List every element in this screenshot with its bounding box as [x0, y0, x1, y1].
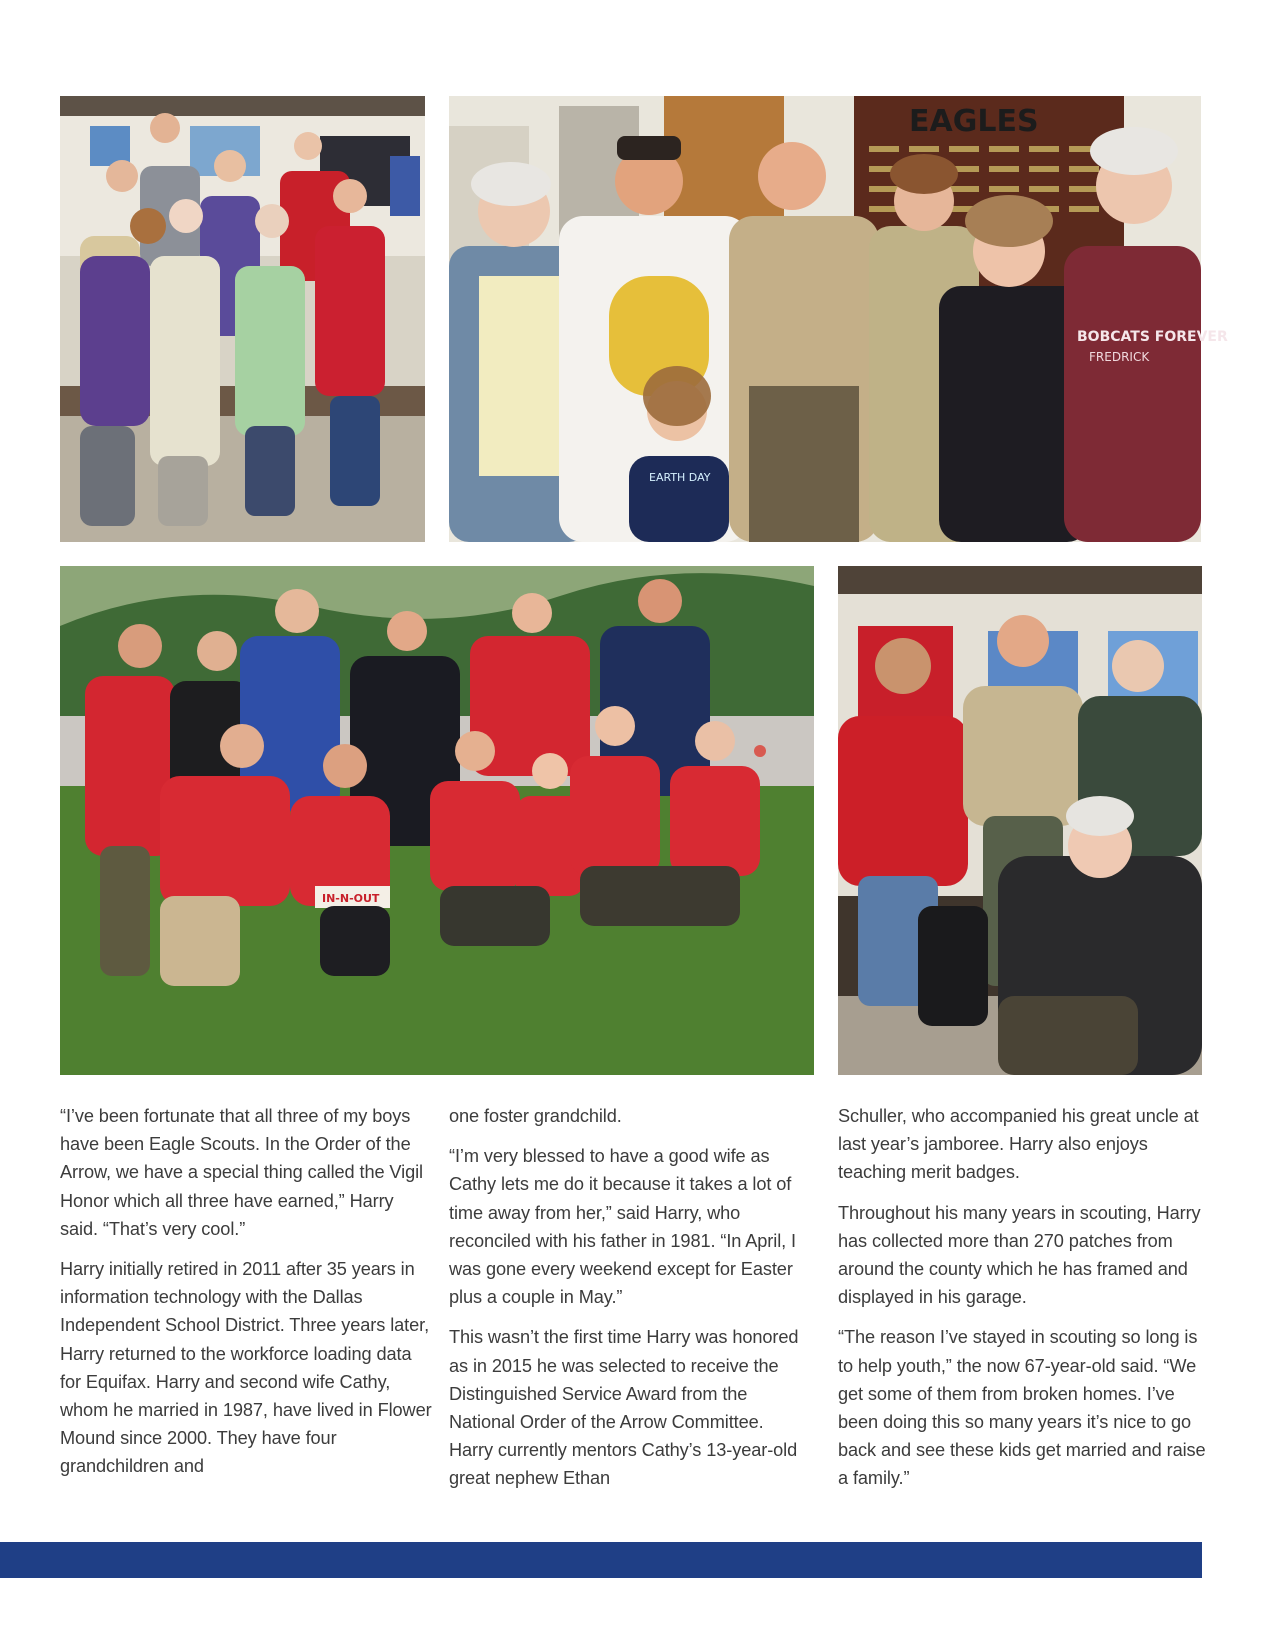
article-paragraph: Throughout his many years in scouting, Harry has collected more than 270 patches from around the county which he has framed and displayed in his garage.: [838, 1202, 1201, 1308]
family-group-image: [60, 96, 425, 542]
article-paragraph: “I’m very blessed to have a good wife as Cathy lets me do it because it takes a lot of time away from her,” said Harry, who reconciled with his father in 1981. “In April, I was gone every weekend except for Easter plus a couple in May.”: [449, 1146, 797, 1308]
shirt-subtext: FREDRICK: [1089, 350, 1150, 364]
family-group-photo: [60, 96, 425, 542]
veterans-group-photo: [838, 566, 1202, 1075]
eagles-sign-text: EAGLES: [909, 104, 1039, 139]
article-paragraph: Schuller, who accompanied his great uncle at last year’s jamboree. Harry also enjoys teaching merit badges.: [838, 1106, 1199, 1183]
jamboree-group-photo: [60, 566, 814, 1075]
article-paragraph: “The reason I’ve stayed in scouting so long is to help youth,” the now 67-year-old said. “We get some of them from broken homes. I’ve been doing this so many years it’s nice to go back and see these kids get married and raise a family.”: [838, 1327, 1206, 1489]
article-column-2: [449, 1102, 811, 1505]
footer-color-band: [0, 1542, 1202, 1578]
article-paragraph: Harry initially retired in 2011 after 35 years in information technology with the Dallas Independent School District. Three years later, Harry returned to the workforce loading data for Equifax. Harry and second wife Cathy, whom he married in 1987, have lived in Flower Mound since 2000. They have four grandchildren and: [60, 1259, 432, 1477]
article-paragraph: “I’ve been fortunate that all three of my boys have been Eagle Scouts. In the Order of the Arrow, we have a special thing called the Vigil Honor which all three have earned,” Harry said. “That’s very cool.”: [60, 1106, 423, 1239]
article-paragraph: This wasn’t the first time Harry was honored as in 2015 he was selected to receive the Distinguished Service Award from the National Order of the Arrow Committee. Harry currently mentors Cathy’s 13-year-old great nephew Ethan: [449, 1327, 799, 1489]
article-column-3: [838, 1102, 1210, 1505]
eagles-wall-image: [449, 96, 1228, 542]
article-column-1: [60, 1102, 432, 1493]
article-paragraph: one foster grandchild.: [449, 1106, 622, 1126]
veterans-image: [838, 566, 1202, 1075]
bobcats-shirt-text: BOBCATS FOREVER: [1077, 329, 1228, 345]
eagles-wall-group-photo: [449, 96, 1228, 542]
kid-shirt-text: EARTH DAY: [649, 471, 711, 484]
jamboree-image: [60, 566, 814, 1075]
in-n-out-box-text: IN-N-OUT: [322, 892, 380, 905]
